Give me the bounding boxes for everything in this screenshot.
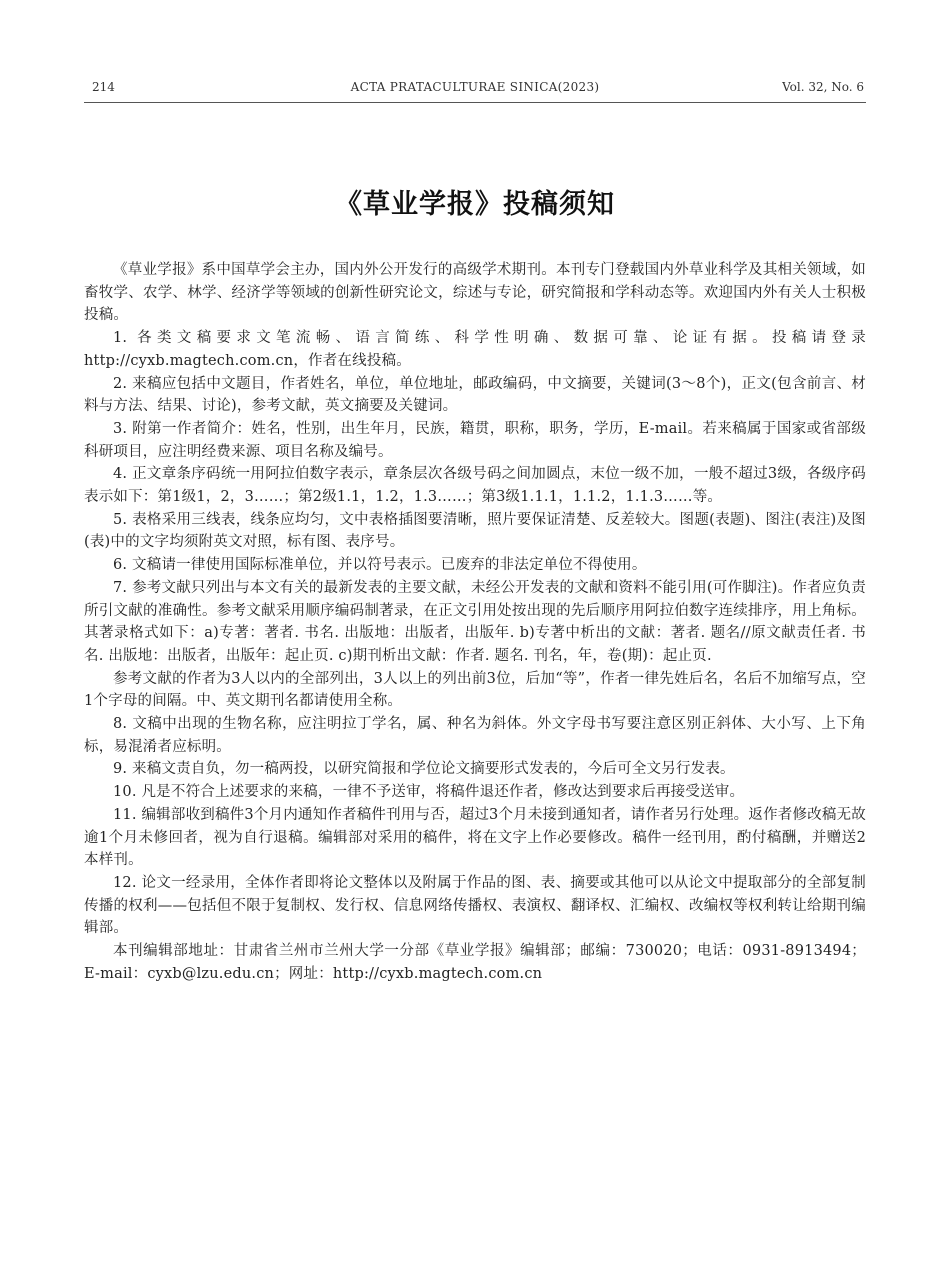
rule-11: 11. 编辑部收到稿件3个月内通知作者稿件刊用与否，超过3个月未接到通知者，请作者另行处理。返作者修改稿无故逾1个月未修回者，视为自行退稿。编辑部对采用的稿件，将在文字上作必要修改。稿件一经刊用，酌付稿酬，并赠送2本样刊。 — [84, 806, 866, 869]
rule-6: 6. 文稿请一律使用国际标准单位，并以符号表示。已废弃的非法定单位不得使用。 — [113, 557, 647, 574]
running-header — [84, 78, 866, 103]
rule-2: 2. 来稿应包括中文题目，作者姓名，单位，单位地址，邮政编码，中文摘要，关键词(3～8个)，正文(包含前言、材料与方法、结果、讨论)，参考文献，英文摘要及关键词。 — [84, 375, 866, 415]
rule-12: 12. 论文一经录用，全体作者即将论文整体以及附属于作品的图、表、摘要或其他可以从论文中提取部分的全部复制传播的权利——包括但不限于复制权、发行权、信息网络传播权、表演权、翻译权、汇编权、改编权等权利转让给期刊编辑部。 — [84, 874, 866, 937]
rule-7-authors: 参考文献的作者为3人以内的全部列出，3人以上的列出前3位，后加“等”，作者一律先姓后名，名后不加缩写点，空1个字母的间隔。中、英文期刊名都请使用全称。 — [84, 670, 866, 710]
volume-issue: Vol. 32, No. 6 — [782, 80, 864, 94]
intro-paragraph: 《草业学报》系中国草学会主办，国内外公开发行的高级学术期刊。本刊专门登载国内外草业科学及其相关领域，如畜牧学、农学、林学、经济学等领域的创新性研究论文，综述与专论，研究简报和学科动态等。欢迎国内外有关人士积极投稿。 — [84, 262, 866, 324]
rule-5: 5. 表格采用三线表，线条应均匀，文中表格插图要清晰，照片要保证清楚、反差较大。图题(表题)、图注(表注)及图(表)中的文字均须附英文对照，标有图、表序号。 — [84, 511, 866, 551]
editorial-contact: 本刊编辑部地址：甘肃省兰州市兰州大学一分部《草业学报》编辑部；邮编：730020；电话：0931-8913494；E-mail：cyxb@lzu.edu.cn；网址：http://cyxb.magtech.com.cn — [84, 943, 866, 982]
body-text — [84, 259, 866, 986]
rule-4: 4. 正文章条序码统一用阿拉伯数字表示，章条层次各级号码之间加圆点，末位一级不加，一般不超过3级，各级序码表示如下：第1级1，2，3……；第2级1.1，1.2，1.3……；第3级1.1.1，1.1.2，1.1.3……等。 — [84, 466, 866, 506]
rule-7: 7. 参考文献只列出与本文有关的最新发表的主要文献，未经公开发表的文献和资料不能引用(可作脚注)。作者应负责所引文献的准确性。参考文献采用顺序编码制著录，在正文引用处按出现的先后顺序用阿拉伯数字连续排序，用上角标。其著录格式如下：a)专著：著者. 书名. 出版地：出版者，出版年. b)专著中析出的文献：著者. 题名//原文献责任者. 书名. 出版地：出版者，出版年：起止页. c)期刊析出文献：作者. 题名. 刊名，年，卷(期)：起止页. — [84, 579, 866, 664]
rule-1: 1. 各类文稿要求文笔流畅、语言简练、科学性明确、数据可靠、论证有据。投稿请登录 http://cyxb.magtech.com.cn，作者在线投稿。 — [84, 330, 866, 369]
page-number: 214 — [92, 80, 115, 94]
rule-8: 8. 文稿中出现的生物名称，应注明拉丁学名，属、种名为斜体。外文字母书写要注意区别正斜体、大小写、上下角标，易混淆者应标明。 — [84, 716, 866, 755]
page-title: 《草业学报》投稿须知 — [335, 189, 615, 220]
rule-10: 10. 凡是不符合上述要求的来稿，一律不予送审，将稿件退还作者，修改达到要求后再接受送审。 — [113, 784, 745, 801]
rule-3: 3. 附第一作者简介：姓名，性别，出生年月，民族，籍贯，职称，职务，学历，E-mail。若来稿属于国家或省部级科研项目，应注明经费来源、项目名称及编号。 — [84, 420, 866, 460]
rule-9: 9. 来稿文责自负，勿一稿两投，以研究简报和学位论文摘要形式发表的，今后可全文另行发表。 — [113, 761, 735, 778]
journal-name: ACTA PRATACULTURAE SINICA(2023) — [350, 80, 600, 94]
